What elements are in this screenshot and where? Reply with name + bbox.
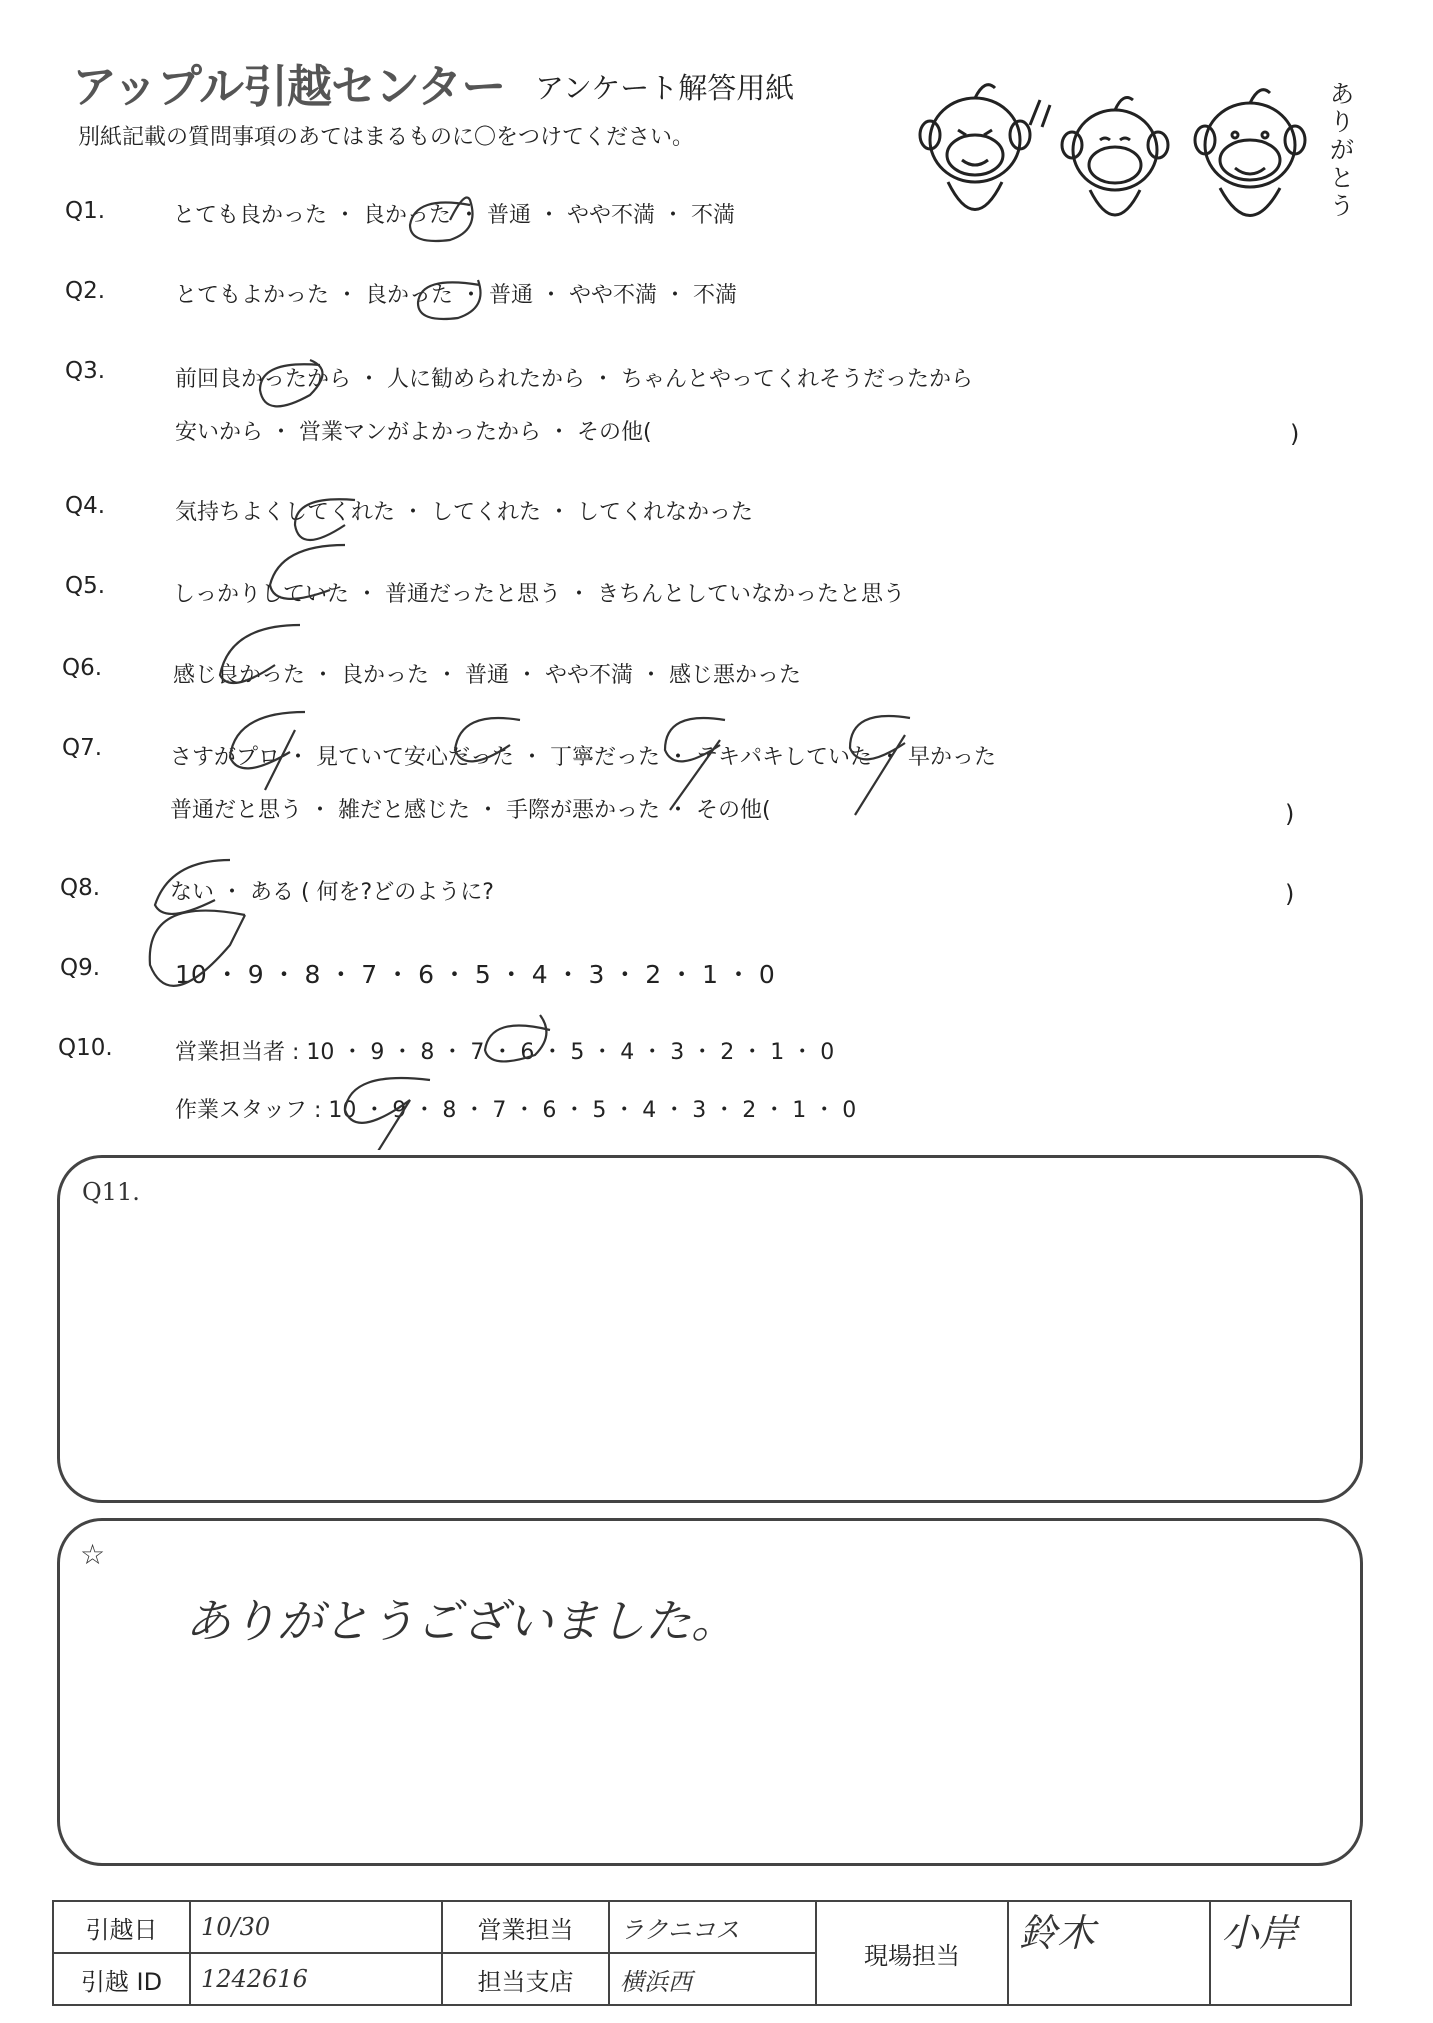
q5-label: Q5.	[65, 573, 106, 599]
branch-label: 担当支店	[442, 1953, 609, 2005]
comments-handwritten: ありがとうございました。	[185, 1594, 737, 1648]
move-date-label: 引越日	[53, 1901, 190, 1953]
q8-options: ない ・ ある ( 何を?どのように?	[170, 880, 494, 905]
q3-label: Q3.	[65, 358, 106, 384]
q10-label: Q10.	[58, 1035, 113, 1061]
q2-label: Q2.	[65, 278, 106, 304]
q1-options: とても良かった ・ 良かった ・ 普通 ・ やや不満 ・ 不満	[173, 203, 735, 228]
q10-sales-scale: 営業担当者 : 10 ・ 9 ・ 8 ・ 7 ・ 6 ・ 5 ・ 4 ・ 3 ・ 2 ・ 1 ・ 0	[175, 1040, 835, 1065]
q5-options: しっかりしていた ・ 普通だったと思う ・ きちんとしていなかったと思う	[173, 582, 905, 607]
company-title: アップル引越センター	[72, 60, 506, 113]
move-id-label: 引越 ID	[53, 1953, 190, 2005]
form-subtitle: アンケート解答用紙	[535, 71, 795, 105]
q7-options-line2: 普通だと思う ・ 雑だと感じた ・ 手際が悪かった ・ その他(	[170, 798, 771, 823]
instruction-text: 別紙記載の質問事項のあてはまるものに〇をつけてください。	[78, 125, 695, 150]
sales-value: ラクニコス	[609, 1901, 816, 1953]
site-staff-1: 鈴木	[1008, 1901, 1210, 2005]
q8-label: Q8.	[60, 875, 101, 901]
q10-staff-scale: 作業スタッフ : 10 ・ 9 ・ 8 ・ 7 ・ 6 ・ 5 ・ 4 ・ 3 ・ 2 ・ 1 ・ 0	[175, 1098, 857, 1123]
q7-label: Q7.	[62, 735, 103, 761]
site-staff-label: 現場担当	[816, 1901, 1008, 2005]
q11-label: Q11.	[82, 1178, 140, 1206]
q1-label: Q1.	[65, 198, 106, 224]
q3-options-line1: 前回良かったから ・ 人に勧められたから ・ ちゃんとやってくれそうだったから	[175, 367, 973, 392]
q7-options-line1: さすがプロ ・ 見ていて安心だった ・ 丁寧だった ・ テキパキしていた ・ 早かった	[170, 745, 996, 770]
sales-label: 営業担当	[442, 1901, 609, 1953]
q8-close-paren: )	[1285, 880, 1295, 908]
q11-answer-box[interactable]	[57, 1155, 1363, 1503]
q3-close-paren: )	[1290, 420, 1300, 448]
q4-label: Q4.	[65, 493, 106, 519]
move-id-value: 1242616	[190, 1953, 442, 2005]
q6-label: Q6.	[62, 655, 103, 681]
branch-value: 横浜西	[609, 1953, 816, 2005]
mascot-caption: ありがとう	[1330, 80, 1354, 220]
move-date-value: 10/30	[190, 1901, 442, 1953]
q3-options-line2: 安いから ・ 営業マンがよかったから ・ その他(	[175, 420, 652, 445]
q7-close-paren: )	[1285, 800, 1295, 828]
site-staff-2: 小岸	[1210, 1901, 1351, 2005]
q9-label: Q9.	[60, 955, 101, 981]
q4-options: 気持ちよくしてくれた ・ してくれた ・ してくれなかった	[175, 500, 753, 525]
star-icon: ☆	[80, 1538, 106, 1571]
q6-options: 感じ良かった ・ 良かった ・ 普通 ・ やや不満 ・ 感じ悪かった	[173, 663, 801, 688]
move-info-table	[52, 1900, 1352, 2006]
q2-options: とてもよかった ・ 良かった ・ 普通 ・ やや不満 ・ 不満	[175, 283, 737, 308]
comments-box[interactable]	[57, 1518, 1363, 1866]
q9-scale: 10 ・ 9 ・ 8 ・ 7 ・ 6 ・ 5 ・ 4 ・ 3 ・ 2 ・ 1 ・ 0	[175, 960, 775, 989]
